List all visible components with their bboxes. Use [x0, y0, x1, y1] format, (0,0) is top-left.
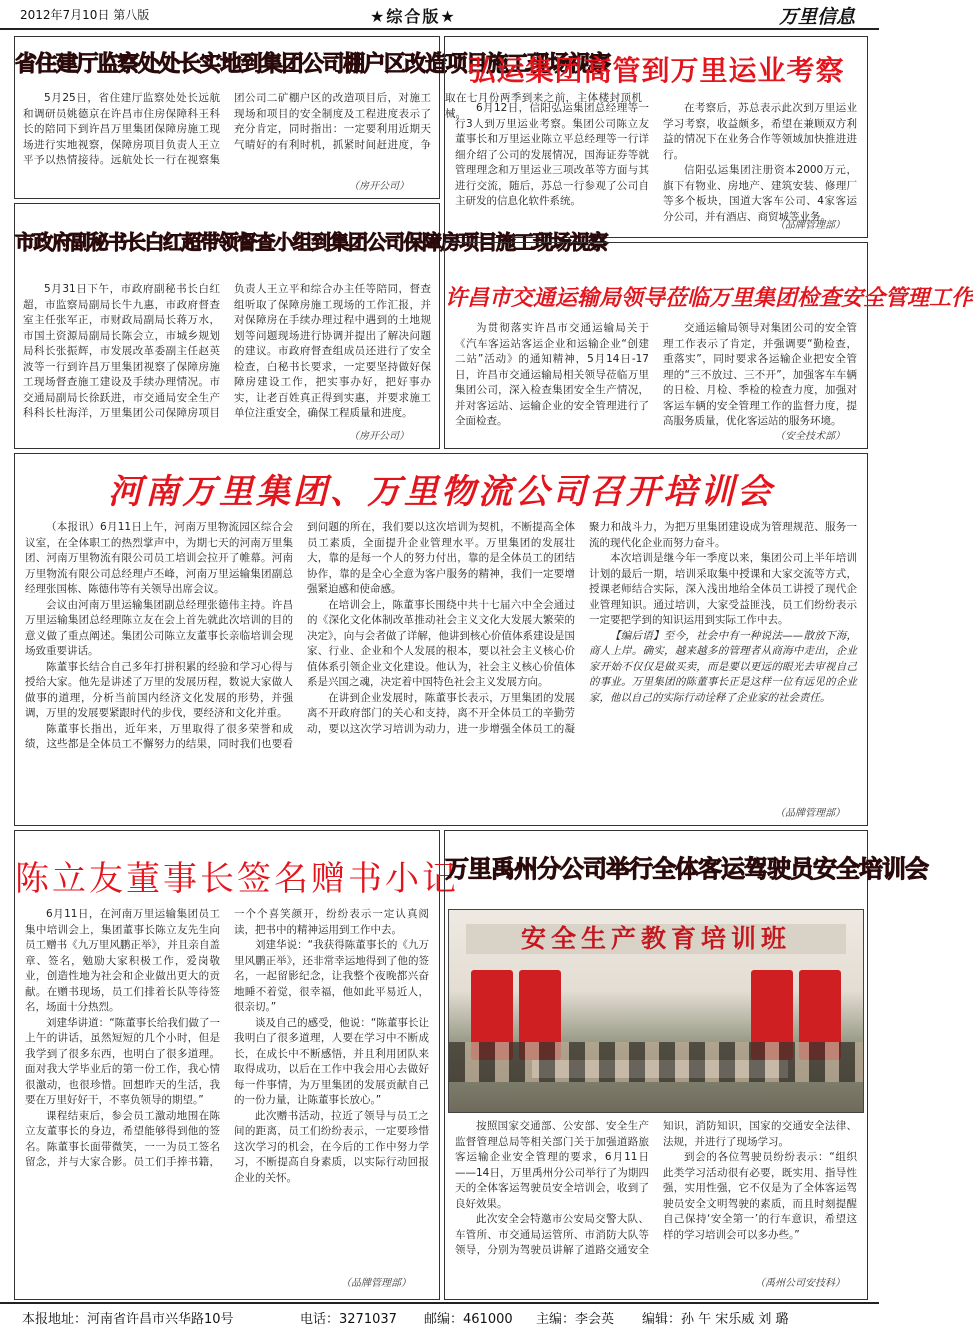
article-body [455, 321, 857, 433]
article-body [25, 520, 857, 810]
article-paragraph: 谈及自己的感受，他说：“陈董事长让我明白了很多道理，人要在学习中不断成长，在成长中不断感悟，并且利用团队来取得成功，以后在工作中我会用心去做好每一件事情，为万里集团的发展贡献自己的一份力量，让陈董事长放心。” [234, 1016, 429, 1106]
article-paragraph: 5月25日，省住建厅监察处处长远航和调研员姚德京在许昌市住房保障科王科长的陪同下到许昌万里集团保障房施工现场进行实地视察，保障房项目负责人王立平予以热情接待。远航处长一行在视察集团公司二矿棚户区的改造项目后，对施工现场和项目的安全制度及工程进度表示了充分肯定，同时指出：一定要利用近期天气晴好的有利时机，抓紧时间赶进度，争取在七月份两季到来之前，主体楼封顶机械。 [23, 92, 642, 166]
article-paragraph: 在讲到企业发展时，陈董事长表示，万里集团的发展离不开政府部门的关心和支持，离不开全体员工的辛勤劳动，要以这次学习培训为动力，进一步增强全体员工的凝聚力和战斗力，为把万里集团建设成为管理规范、服务一流的现代化企业而努力奋斗。 [307, 521, 857, 735]
article-source: （房开公司） [349, 431, 409, 442]
article-title: 弘运集团高管到万里运业考察 [467, 54, 845, 87]
article-paragraph: 在培训会上，陈董事长围绕中共十七届六中全会通过的《深化文化体制改革推动社会主义文化大发展大繁荣的决定》，向与会者做了详解，他讲到核心价值体系建设是国家、行业、企业和个人发展的根本，要以社会主义核心价值体系引领企业文化建设。他认为，社会主义核心价值体系是兴国之魂，决定着中国特色社会主义发展方向。 [307, 598, 575, 688]
footer-editor-in-chief: 主编：李会英 [536, 1312, 615, 1327]
article-paragraph: 陈董事长结合自己多年打拼积累的经验和学习心得与授给大家。他先是讲述了万里的发展历程，数说大家做人做事的道理，分析当前国内经济文化发展的形势，并强调，万里的发展要紧跟时代的步伐，要经济和文化并重。 [25, 660, 293, 719]
article-paragraph: 到会的各位驾驶员纷纷表示：“组织此类学习活动很有必要，既实用、指导性强，实用性强，它不仅是为了全体客运驾驶员安全文明驾驶的素质，而且时刻提醒自己保持‘安全第一’的行车意识，希望这样的学习培训会可以多办些。” [663, 1151, 857, 1241]
article-transport-inspection [444, 242, 973, 449]
article-paragraph: 在考察后，苏总表示此次到万里运业学习考察，收益颇多，希望在兼顾双方利益的情况下在业务合作等领域加快推进进行。 [663, 102, 857, 161]
article-title: 省住建厅监察处处长实地到集团公司棚户区改造项目施工现场视察 [15, 52, 610, 77]
article-paragraph: 5月31日下午，市政府副秘书长白红超，市监察局副局长牛九惠，市政府督查室主任张军正，市财政局副局长蒋万水，市国土资源局副局长陈会立，市城乡规划局科长张振辉，市发展改革委副主任赵英波等一行到许昌万里集团视察了保障房施工现场督查施工建设及手续办理情况。市交通局副局长徐跃进，市交通局安全生产科科长杜海洋，万里集团公司保障房项目负责人王立平和综合办主任等陪同，督查组听取了保障房施工现场的工作汇报，并对保障房在手续办理过程中遇到的土地规划等问题现场进行协调并提出了解决问题的建议。市政府督查组成员还进行了安全检查，白秘书长要求，一定要坚持做好保障房建设工作，把实事办好，把好事办实，让老百姓真正得到实惠，并要求施工单位注重安全，确保工程质量和进度。 [23, 283, 431, 419]
article-title: 许昌市交通运输局领导莅临万里集团检查安全管理工作 [445, 286, 973, 311]
article-source: （禹州公司安技科） [755, 1278, 845, 1289]
article-paragraph: 信阳弘运集团注册资本2000万元，旗下有物业、房地产、建筑安装、修理厂等多个板块，国道大客车公司、4家客运分公司，并有酒店、商贸城等业务。 [663, 164, 857, 223]
article-source: （房开公司） [349, 181, 409, 192]
article-paragraph: 6月12日，信阳弘运集团总经理等一行3人到万里运业考察。集团公司陈立友董事长和万里运业陈立平总经理等一行详细介绍了公司的发展情况，国海证券等就管理理念和万里运业三项改革等方面与其进行交流，随后，苏总一行参观了公司自主研发的信息化软件系统。 [455, 102, 649, 207]
article-source: （安全技术部） [775, 431, 845, 442]
article-paragraph: （本报讯）6月11日上午，河南万里物流园区综合会议室，在全体职工的热烈掌声中，为期七天的河南万里集团、河南万里物流有限公司员工培训会拉开了帷幕。河南万里物流有限公司总经理卢丕峰，河南万里运输集团副总经理张国栋、陈德伟等有关领导出席会议。 [25, 521, 293, 595]
footer-address: 本报地址：河南省许昌市兴华路10号 [22, 1312, 234, 1327]
article-title: 万里禹州分公司举行全体客运驾驶员安全培训会 [445, 855, 928, 883]
article-title: 河南万里集团、万里物流公司召开培训会 [108, 472, 774, 512]
article-title: 陈立友董事长签名赠书小记 [15, 859, 459, 899]
article-paragraph: 会议由河南万里运输集团副总经理张德伟主持。许昌万里运输集团总经理陈立友在会上首先就此次培训的目的意义做了重点阐述。集团公司陈立友董事长亲临培训会现场致重要讲话。 [25, 598, 293, 657]
article-driver-safety-training [444, 830, 928, 1300]
article-paragraph: 为贯彻落实许昌市交通运输局关于《汽车客运站客运企业和运输企业“创建二站”活动》的通知精神，5月14日-17日，许昌市交通运输局相关领导莅临万里集团公司，深入检查集团安全生产情况，并对客运站、运输企业的安全管理进行了全面检查。 [455, 322, 649, 427]
section-title: ★综合版★ [370, 7, 457, 26]
article-body [455, 1119, 857, 1271]
article-body [25, 907, 429, 1271]
article-hongyun-visit [444, 36, 868, 238]
article-paragraph: 6月11日，在河南万里运输集团员工集中培训会上，集团董事长陈立友先生向员工赠书《九万里风鹏正举》，并且亲自盖章、签名，勉励大家积极工作，爱岗敬业，创造性地为社会和企业做出更大的贡献。在赠书现场，员工们排着长队等待签名，场面十分热烈。 [25, 908, 220, 1013]
footer-editors: 编辑：孙 午 宋乐威 刘 璐 [642, 1312, 789, 1327]
photo-banner: 安全生产教育培训班 [466, 924, 847, 954]
article-source: （品牌管理部） [775, 808, 845, 819]
article-paragraph: 刘建华说：“我获得陈董事长的《九万里风鹏正举》，还非常幸运地得到了他的签名，一起留影纪念，让我整个夜晚都兴奋地睡不着觉，很幸福，他如此平易近人，很亲切。” [234, 939, 429, 1013]
article-training-meeting [14, 453, 868, 826]
article-body [23, 282, 431, 426]
page-header [0, 0, 879, 30]
footer-postcode: 邮编：461000 [424, 1312, 513, 1327]
article-body [455, 101, 857, 227]
article-paragraph: 课程结束后，参会员工激动地围在陈立友董事长的身边，希望能够得到他的签名。陈董事长面带微笑，一一为员工签名留念，并与大家合影。员工们手捧书籍，一个个喜笑颜开，纷纷表示一定认真阅读，把书中的精神运用到工作中去。 [25, 908, 429, 1168]
article-paragraph: 【编后语】至今，社会中有一种说法——散放下海，商人上岸。确实，越来越多的管理者从商海中走出，企业家开始不仅仅是做买卖，而是要以更远的眼光去审视自己的事业。万里集团的陈董事长正是这样一位有远见的企业家，他以自己的实际行动诠释了企业家的社会责任。 [589, 629, 857, 704]
training-photo [448, 909, 864, 1113]
date-edition: 2012年7月10日 第八版 [20, 8, 150, 22]
article-paragraph: 此次赠书活动，拉近了领导与员工之间的距离，员工们纷纷表示，一定要珍惜这次学习的机会，在今后的工作中努力学习，不断提高自身素质，以实际行动回报企业的关怀。 [234, 1109, 429, 1184]
article-paragraph: 交通运输局领导对集团公司的安全管理工作表示了肯定，并强调要“勤检查，重落实”，同时要求各运输企业把安全管理的“三不放过、三不开”，加强客车车辆的日检、月检、季检的检查力度，加强对客运车辆的安全管理工作的监督力度，提高服务质量，优化客运站的服务环境。 [663, 322, 857, 427]
article-paragraph: 按照国家交通部、公安部、安全生产监督管理总局等相关部门关于加强道路旅客运输企业安全管理的要求，6月11日——14日，万里禹州分公司举行了为期四天的全体客运驾驶员安全培训会，收到了良好效果。 [455, 1120, 649, 1210]
paper-name: 万里信息 [778, 6, 855, 28]
article-source: （品牌管理部） [775, 220, 845, 231]
page-footer [0, 1302, 879, 1332]
article-paragraph: 陈董事长指出，近年来，万里取得了很多荣誉和成绩，这些都是全体员工不懈努力的结果，同时我们也要看到问题的所在，我们要以这次培训为契机，不断提高全体员工素质，全面提升企业管理水平。万里集团的发展壮大，靠的是每一个人的努力付出，靠的是全体员工的团结协作，靠的是全心全意为客户服务的精神，我们一定要增强紧迫感和使命感。 [25, 521, 575, 750]
article-paragraph: 本次培训是继今年一季度以来，集团公司上半年培训计划的最后一期，培训采取集中授课和大家交流等方式，授课老师结合实际，深入浅出地给全体员工讲授了现代企业管理知识。通过培训，大家受益匪浅，员工们纷纷表示一定要把学到的知识运用到实际工作中去。 [589, 552, 857, 626]
article-paragraph: 此次安全会特邀市公安局交警大队、车管所、市交通局运管所、市消防大队等领导，分别为驾驶员讲解了道路交通安全知识，消防知识，国家的交通安全法律、法规，并进行了现场学习。 [455, 1120, 857, 1256]
article-title: 市政府副秘书长白红超带领督查小组到集团公司保障房项目施工现场视察 [15, 230, 607, 254]
audience [449, 1042, 863, 1082]
article-source: （品牌管理部） [341, 1278, 411, 1289]
footer-phone: 电话：3271037 [300, 1312, 397, 1327]
article-book-signing [14, 830, 459, 1300]
article-paragraph: 刘建华讲道：“陈董事长给我们做了一上午的讲话，虽然短短的几个小时，但是我学到了很多东西，也明白了很多道理。面对我大学毕业后的第一份工作，我心情很激动，也很珍惜。回想昨天的生活，我要在万里好好干，不辜负领导的期望。” [25, 1016, 220, 1106]
